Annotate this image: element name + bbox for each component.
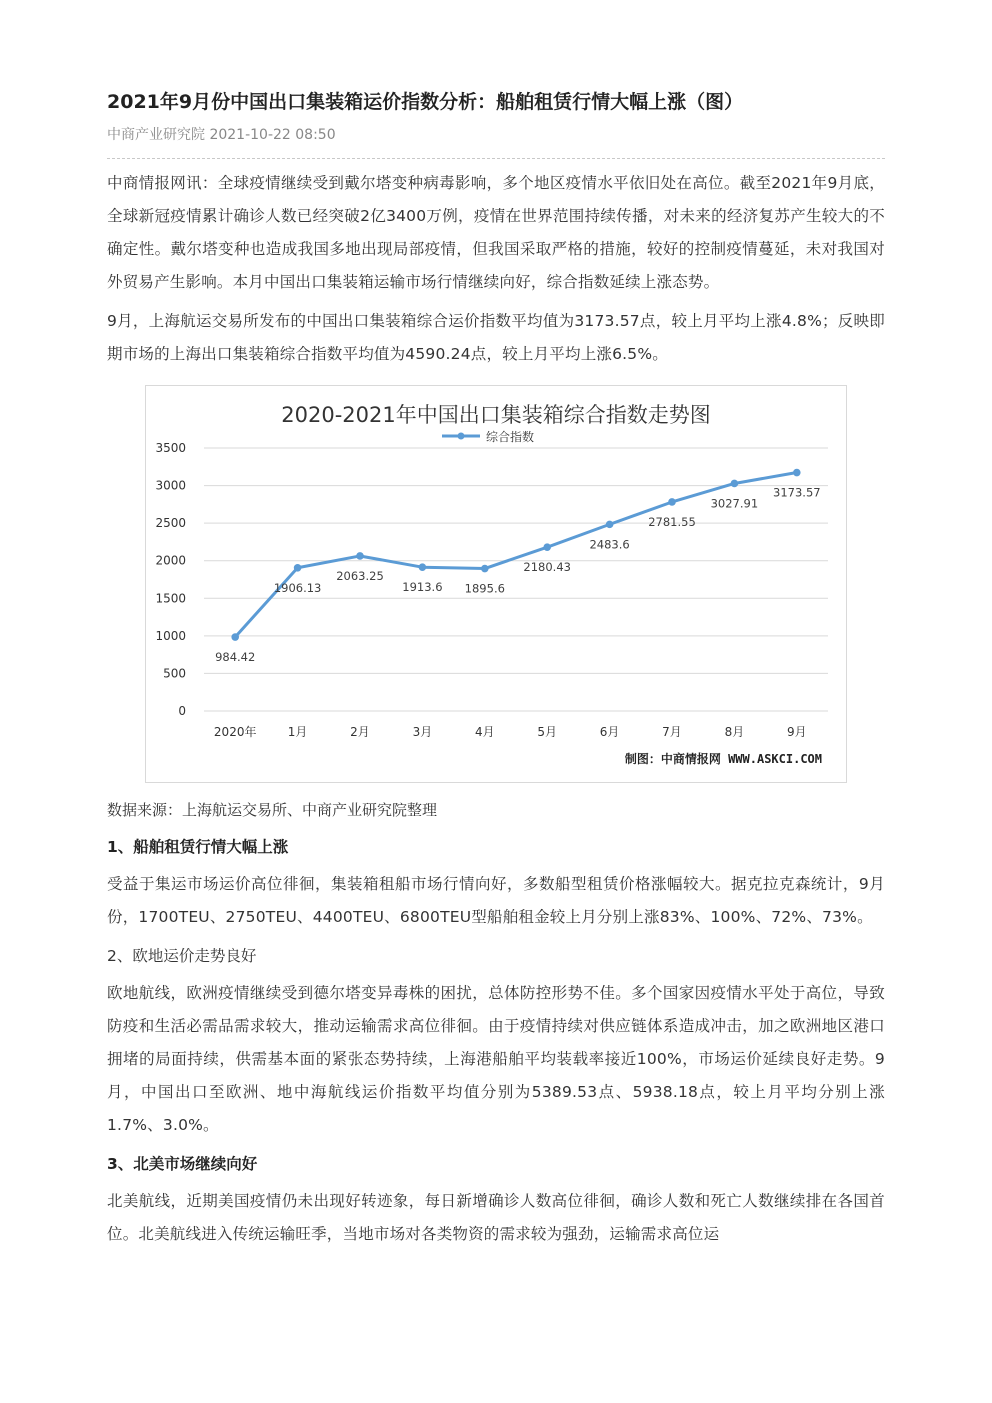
section-2-title: 2、欧地运价走势良好 xyxy=(107,947,257,965)
data-label: 2781.55 xyxy=(648,514,696,529)
x-tick-label: 5月 xyxy=(537,725,558,739)
data-point xyxy=(294,564,302,572)
data-label: 984.42 xyxy=(215,650,256,665)
x-tick-label: 8月 xyxy=(724,725,745,739)
y-tick-label: 2500 xyxy=(155,516,186,531)
y-tick-label: 2000 xyxy=(155,553,186,568)
data-point xyxy=(231,633,239,641)
data-label: 1913.6 xyxy=(402,580,443,595)
intro-paragraph-1: 中商情报网讯：全球疫情继续受到戴尔塔变种病毒影响，多个地区疫情水平依旧处在高位。截至2021年9月底，全球新冠疫情累计确诊人数已经突破2亿3400万例，疫情在世界范围持续传播，对未来的经济复苏产生较大的不确定性。戴尔塔变种也造成我国多地出现局部疫情，但我国采取严格的措施，较好的控制疫情蔓延，未对我国对外贸易产生影响。本月中国出口集装箱运输市场行情继续向好，综合指数延续上涨态势。 xyxy=(107,174,885,291)
legend-marker-icon xyxy=(458,433,465,440)
section-3-title: 3、北美市场继续向好 xyxy=(107,1155,258,1173)
x-tick-label: 6月 xyxy=(599,725,620,739)
y-tick-label: 1000 xyxy=(155,628,186,643)
article xyxy=(107,88,885,1257)
x-tick-label: 4月 xyxy=(474,725,495,739)
x-tick-label: 7月 xyxy=(662,725,682,739)
section-1-text: 受益于集运市场运价高位徘徊，集装箱租船市场行情向好，多数船型租赁价格涨幅较大。据克拉克森统计，9月份，1700TEU、2750TEU、4400TEU、6800TEU型船舶租金较上月分别上涨83%、100%、72%、73%。 xyxy=(107,875,885,926)
data-point xyxy=(356,552,364,560)
y-tick-label: 1500 xyxy=(155,591,186,606)
data-point xyxy=(731,480,739,488)
y-tick-label: 0 xyxy=(178,704,186,718)
line-chart xyxy=(145,385,847,783)
y-tick-label: 3500 xyxy=(155,441,186,455)
chart-credit: 制图：中商情报网 WWW.ASKCI.COM xyxy=(624,752,822,766)
data-label: 3027.91 xyxy=(710,496,759,511)
divider xyxy=(107,158,885,159)
data-source: 数据来源：上海航运交易所、中商产业研究院整理 xyxy=(107,801,438,819)
article-title: 2021年9月份中国出口集装箱运价指数分析：船舶租赁行情大幅上涨（图） xyxy=(107,91,744,113)
section-2-text: 欧地航线，欧洲疫情继续受到德尔塔变异毒株的困扰，总体防控形势不佳。多个国家因疫情水平处于高位，导致防疫和生活必需品需求较大，推动运输需求高位徘徊。由于疫情持续对供应链体系造成冲击，加之欧洲地区港口拥堵的局面持续，供需基本面的紧张态势持续，上海港船舶平均装载率接近100%，市场运价延续良好走势。9月，中国出口至欧洲、地中海航线运价指数平均值分别为5389.53点、5938.18点，较上月平均分别上涨1.7%、3.0%。 xyxy=(107,984,885,1134)
data-label: 3173.57 xyxy=(773,485,821,500)
data-point xyxy=(543,543,551,551)
data-label: 2180.43 xyxy=(523,560,571,575)
data-point xyxy=(606,521,614,529)
data-label: 2063.25 xyxy=(336,568,384,583)
legend-label: 综合指数 xyxy=(486,430,535,444)
x-tick-label: 1月 xyxy=(287,725,308,739)
data-point xyxy=(668,498,676,506)
article-meta: 中商产业研究院 2021-10-22 08:50 xyxy=(107,127,336,143)
data-point xyxy=(481,565,489,573)
x-tick-label: 3月 xyxy=(412,725,433,739)
section-1-title: 1、船舶租赁行情大幅上涨 xyxy=(107,838,289,856)
data-label: 1895.6 xyxy=(464,581,505,596)
intro-paragraph-2: 9月，上海航运交易所发布的中国出口集装箱综合运价指数平均值为3173.57点，较上月平均上涨4.8%；反映即期市场的上海出口集装箱综合指数平均值为4590.24点，较上月平均上涨6.5%。 xyxy=(107,312,885,363)
y-tick-label: 500 xyxy=(163,666,186,681)
x-tick-label: 2月 xyxy=(350,725,370,739)
y-tick-label: 3000 xyxy=(155,478,186,493)
data-point xyxy=(419,563,427,571)
x-tick-label: 9月 xyxy=(786,725,807,739)
section-3-text: 北美航线，近期美国疫情仍未出现好转迹象，每日新增确诊人数高位徘徊，确诊人数和死亡人数继续排在各国首位。北美航线进入传统运输旺季，当地市场对各类物资的需求较为强劲，运输需求高位运 xyxy=(107,1192,885,1243)
data-point xyxy=(793,469,801,477)
x-tick-label: 2020年 xyxy=(213,725,257,739)
data-label: 2483.6 xyxy=(589,537,630,552)
data-label: 1906.13 xyxy=(273,580,322,595)
chart-title: 2020-2021年中国出口集装箱综合指数走势图 xyxy=(281,403,711,427)
chart-svg xyxy=(146,386,846,782)
chart-legend xyxy=(442,429,534,444)
